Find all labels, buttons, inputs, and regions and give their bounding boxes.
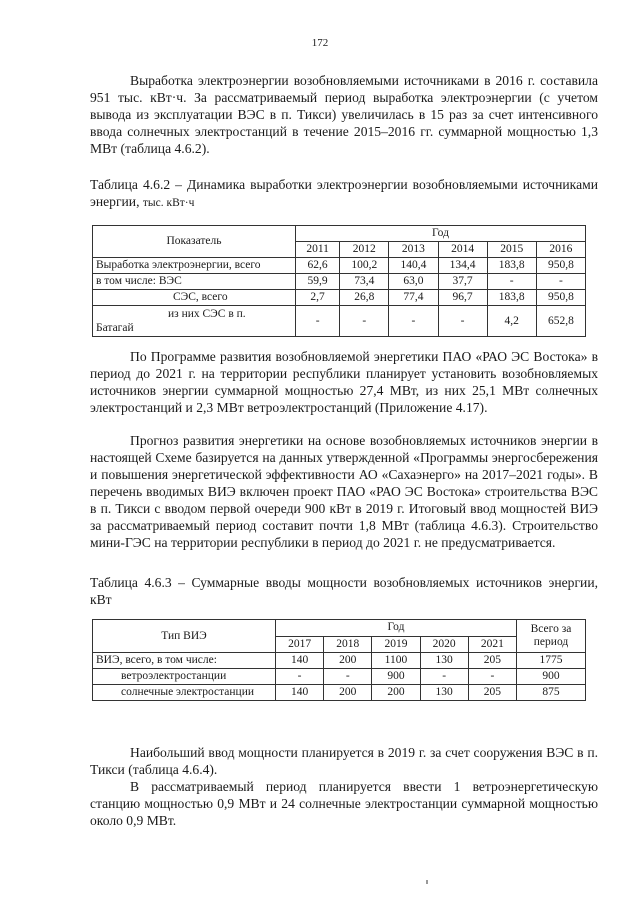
- row-label: ветроэлектростанции: [93, 669, 276, 685]
- value-cell: -: [468, 669, 516, 685]
- value-cell: 900: [372, 669, 420, 685]
- value-cell: 130: [420, 685, 468, 701]
- header-total: Всего за период: [517, 620, 586, 653]
- value-cell: -: [438, 306, 487, 337]
- total-cell: 875: [517, 685, 586, 701]
- row-label: солнечные электростанции: [93, 685, 276, 701]
- value-cell: -: [536, 274, 585, 290]
- year-cell: 2014: [438, 242, 487, 258]
- value-cell: 183,8: [487, 258, 536, 274]
- value-cell: 950,8: [536, 290, 585, 306]
- value-cell: 200: [324, 685, 372, 701]
- table-4-6-2-caption-text: Таблица 4.6.2 – Динамика выработки электроэнергии возобновляемыми источниками энергии,: [90, 177, 598, 209]
- row-label: в том числе: ВЭС: [93, 274, 296, 290]
- year-cell: 2012: [340, 242, 389, 258]
- value-cell: 59,9: [296, 274, 340, 290]
- row-label: СЭС, всего: [93, 290, 296, 306]
- row-label-line2: Батагай: [96, 322, 134, 334]
- value-cell: -: [276, 669, 324, 685]
- value-cell: 73,4: [340, 274, 389, 290]
- year-cell: 2016: [536, 242, 585, 258]
- value-cell: -: [487, 274, 536, 290]
- value-cell: 26,8: [340, 290, 389, 306]
- value-cell: 77,4: [389, 290, 438, 306]
- value-cell: 205: [468, 685, 516, 701]
- value-cell: 4,2: [487, 306, 536, 337]
- table-4-6-2-caption: [90, 176, 598, 212]
- value-cell: 652,8: [536, 306, 585, 337]
- paragraph-forecast: Прогноз развития энергетики на основе возобновляемых источников энергии в настоящей Схеме базируется на данных утвержденной «Программы энергосбережения и повышения энергетической эффективности АО «Сахаэнерго» на 2017–2021 годы». В перечень вводимых ВИЭ включен проект ПАО «РАО ЭС Востока» строительства ВЭС в п. Тикси с вводом первой очереди 900 кВт в 2019 г. Итоговый ввод мощностей ВИЭ за рассматриваемый период составит почти 1,8 МВт (таблица 4.6.3). Строительство мини-ГЭС на территории республики в период до 2021 г. не предусматривается.: [90, 433, 598, 550]
- value-cell: 140: [276, 653, 324, 669]
- value-cell: 1100: [372, 653, 420, 669]
- header-year: Год: [276, 620, 517, 637]
- scan-mark: [426, 880, 428, 884]
- value-cell: -: [340, 306, 389, 337]
- table-row: [93, 274, 586, 290]
- year-cell: 2018: [324, 636, 372, 653]
- header-indicator: Показатель: [93, 226, 296, 258]
- header-year: Год: [296, 226, 586, 242]
- year-cell: 2015: [487, 242, 536, 258]
- value-cell: 205: [468, 653, 516, 669]
- value-cell: 134,4: [438, 258, 487, 274]
- year-cell: 2021: [468, 636, 516, 653]
- value-cell: 200: [324, 653, 372, 669]
- value-cell: 2,7: [296, 290, 340, 306]
- value-cell: 183,8: [487, 290, 536, 306]
- value-cell: 200: [372, 685, 420, 701]
- value-cell: 140: [276, 685, 324, 701]
- year-cell: 2020: [420, 636, 468, 653]
- value-cell: -: [420, 669, 468, 685]
- table-row: [93, 290, 586, 306]
- paragraph-program: По Программе развития возобновляемой энергетики ПАО «РАО ЭС Востока» в период до 2021 г. на территории республики планирует установить возобновляемых источников энергии суммарной мощностью 27,4 МВт, из них 25,1 МВт солнечных электростанций и 2,3 МВт ветроэлектростанций (Приложение 4.17).: [90, 349, 598, 415]
- table-row: [93, 258, 586, 274]
- row-label: ВИЭ, всего, в том числе:: [93, 653, 276, 669]
- year-cell: 2019: [372, 636, 420, 653]
- table-row: [93, 669, 586, 685]
- year-cell: 2017: [276, 636, 324, 653]
- table-4-6-3: [92, 619, 586, 701]
- value-cell: 62,6: [296, 258, 340, 274]
- value-cell: 140,4: [389, 258, 438, 274]
- value-cell: -: [324, 669, 372, 685]
- year-cell: 2013: [389, 242, 438, 258]
- value-cell: 37,7: [438, 274, 487, 290]
- table-4-6-2-unit: тыс. кВт·ч: [142, 197, 195, 209]
- row-label: Выработка электроэнергии, всего: [93, 258, 296, 274]
- total-cell: 900: [517, 669, 586, 685]
- table-4-6-2: [92, 225, 586, 337]
- row-label: [93, 306, 296, 337]
- table-4-6-3-caption: Таблица 4.6.3 – Суммарные вводы мощности возобновляемых источников энергии, кВт: [90, 575, 598, 607]
- value-cell: 100,2: [340, 258, 389, 274]
- year-cell: 2011: [296, 242, 340, 258]
- total-cell: 1775: [517, 653, 586, 669]
- header-type: Тип ВИЭ: [93, 620, 276, 653]
- value-cell: 130: [420, 653, 468, 669]
- paragraph-max-input: Наибольший ввод мощности планируется в 2019 г. за счет сооружения ВЭС в п. Тикси (таблица 4.6.4).: [90, 745, 598, 777]
- value-cell: -: [296, 306, 340, 337]
- paragraph-generation-2016: Выработка электроэнергии возобновляемыми источниками в 2016 г. составила 951 тыс. кВт·ч. За рассматриваемый период выработка электроэнергии (с учетом вывода из эксплуатации ВЭС в п. Тикси) увеличилась в 15 раз за счет интенсивного ввода солнечных электростанций в течение 2015–2016 гг. суммарной мощностью 1,3 МВт (таблица 4.6.2).: [90, 73, 598, 156]
- value-cell: 96,7: [438, 290, 487, 306]
- table-row: [93, 685, 586, 701]
- value-cell: 950,8: [536, 258, 585, 274]
- table-row: [93, 306, 586, 337]
- paragraph-plan: В рассматриваемый период планируется ввести 1 ветроэнергетическую станцию мощностью 0,9 МВт и 24 солнечные электростанции суммарной мощностью около 0,9 МВт.: [90, 779, 598, 828]
- value-cell: -: [389, 306, 438, 337]
- value-cell: 63,0: [389, 274, 438, 290]
- row-label-line1: из них СЭС в п.: [168, 308, 246, 320]
- page-number: 172: [311, 37, 329, 49]
- table-row: [93, 653, 586, 669]
